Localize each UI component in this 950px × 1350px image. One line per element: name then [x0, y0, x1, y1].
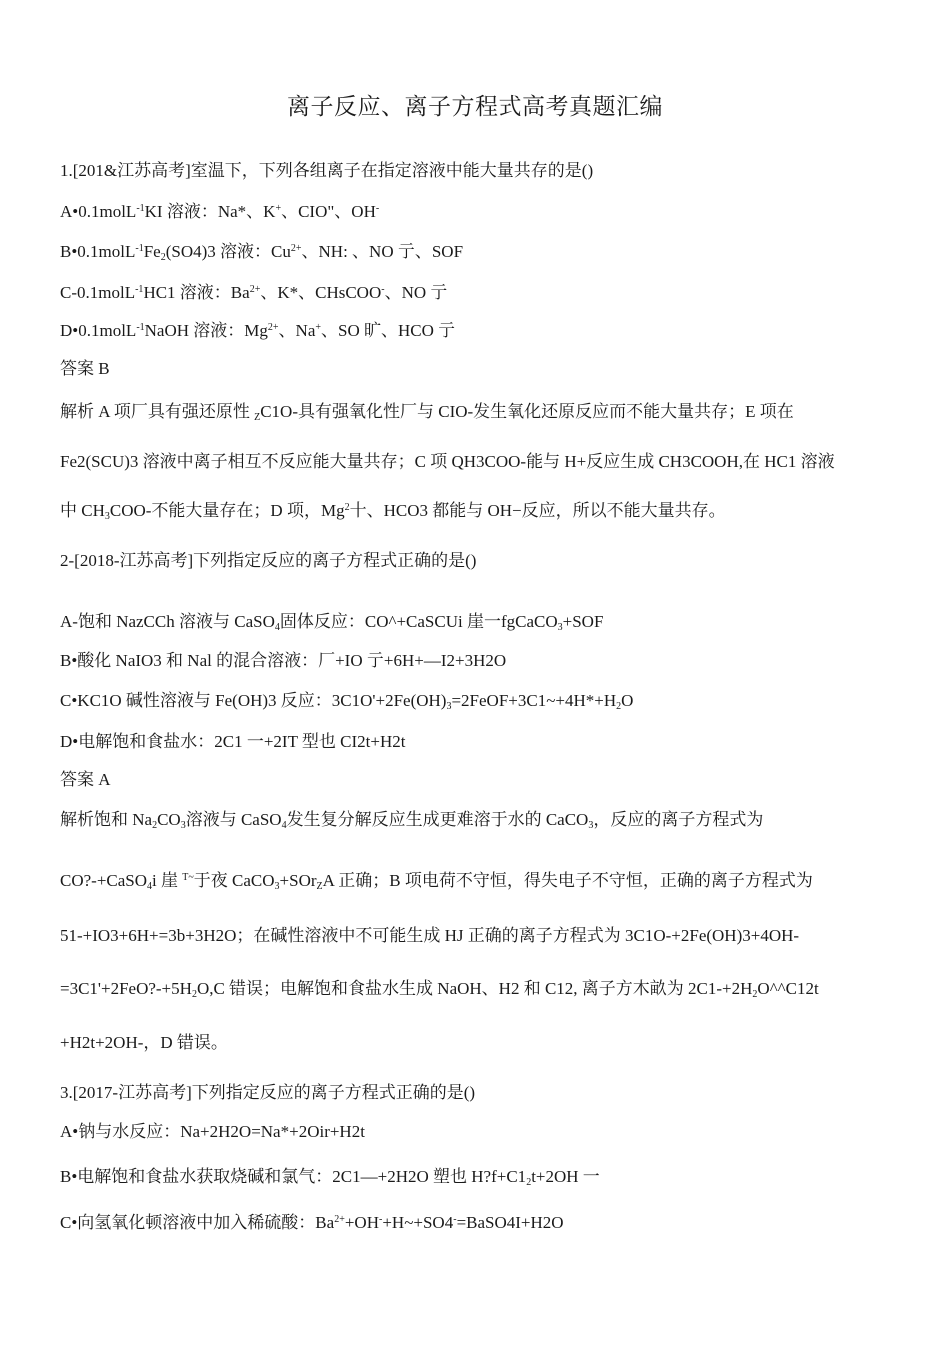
question-1-option-b: $B•0.1molL^{-1}Fe_2(SO4)3$ 溶液：$Cu^{2+}$、NH: 、NO 亍、SOF — [60, 242, 464, 263]
question-2-explanation-line-2: CO?-+CaSO$_4$i 崖 $^{T\sim}$于夜 CaCO$_3$+SOr$_Z$A 正确；B 项电荷不守恒，得失电子不守恒，正确的离子方程式为 — [60, 871, 813, 892]
question-1-explanation-line-1: 解析 A 项厂具有强还原性 $_Z$C1O-具有强氧化性厂与 CIO-发生氧化还原反应而不能大量共存；E 项在 — [60, 402, 794, 423]
question-1-stem: 1.[201&江苏高考]室温下，下列各组离子在指定溶液中能大量共存的是() — [60, 161, 594, 180]
question-2-explanation-line-4: $=3C1'+2FeO?-+5H_2O,C$ 错误；电解饱和食盐水生成 NaOH、H2 和 C12, 离子方木畝为 $2C1-+2H_2O\^{}\^{}C12t$ — [60, 979, 819, 1000]
question-3-option-b: B•电解饱和食盐水获取烧碱和氯气：2C1—+2H2O 塑也 $H?f+C1_2t+2OH$ 一 — [60, 1167, 600, 1188]
question-1-option-a: A•0.1molL$^{-1}$KI 溶液：Na*、K+、CIO"、OH- — [60, 202, 380, 221]
question-1-option-c: C-0.1molL$^{-1}$HC1 溶液：$Ba^{2+}$、K*、CHsCOO-、NO 亍 — [60, 283, 448, 302]
question-2-explanation-line-3: 51-+IO3+6H+=3b+3H2O；在碱性溶液中不可能生成 HJ 正确的离子方程式为 3C1O-+2Fe(OH)3+4OH- — [60, 926, 800, 945]
question-3-stem: 3.[2017-江苏高考]下列指定反应的离子方程式正确的是() — [60, 1083, 476, 1102]
question-2-option-b: B•酸化 NaIO3 和 Nal 的混合溶液：厂+IO 亍+6H+—I2+3H2O — [60, 651, 507, 670]
question-2-answer: 答案 A — [60, 770, 111, 789]
question-1-answer: 答案 B — [60, 359, 110, 378]
question-2-option-d: D•电解饱和食盐水：2C1 一+2IT 型也 CI2t+H2t — [60, 732, 406, 751]
question-2-option-a: A-饱和 NazCCh 溶液与 CaSO$_4$固体反应：CO^+CaSCUi 崖一fgCaCO$_3$+SOF — [60, 612, 604, 633]
question-2-explanation-line-1: 解析饱和 $Na_2CO_3$溶液与 CaSO$_4$发生复分解反应生成更难溶于水的 CaCO$_3$，反应的离子方程式为 — [60, 810, 764, 831]
question-1-explanation-line-2: Fe2(SCU)3 溶液中离子相互不反应能大量共存；C 项 QH3COO-能与 H+反应生成 CH3COOH,在 HC1 溶液 — [60, 452, 835, 471]
page-title: 离子反应、离子方程式高考真题汇编 — [287, 94, 663, 120]
question-1-explanation-line-3: 中 $CH_3COO-$不能大量存在；D 项，Mg$^2$十、HCO3 都能与 OH−反应，所以不能大量共存。 — [60, 501, 726, 522]
question-3-option-a: A•钠与水反应：Na+2H2O=Na*+2Oir+H2t — [60, 1122, 365, 1141]
question-2-stem: 2-[2018-江苏高考]下列指定反应的离子方程式正确的是() — [60, 551, 477, 570]
question-1-option-d: D•0.1molL$^{-1}$NaOH 溶液：$Mg^{2+}$、Na+、SO 旷、HCO 亍 — [60, 321, 456, 340]
question-2-option-c: C•KC1O 碱性溶液与 Fe(OH)3 反应：$3C1O'+2Fe(OH)_3=2FeOF+3C1\sim+4H*+H_2O$ — [60, 691, 634, 712]
question-2-explanation-line-5: +H2t+2OH-，D 错误。 — [60, 1033, 228, 1052]
question-3-option-c: C•向氢氧化顿溶液中加入稀硫酸：$Ba^{2+}+OH^-+H\sim+SO4^-=BaSO4I+H2O$ — [60, 1213, 564, 1232]
